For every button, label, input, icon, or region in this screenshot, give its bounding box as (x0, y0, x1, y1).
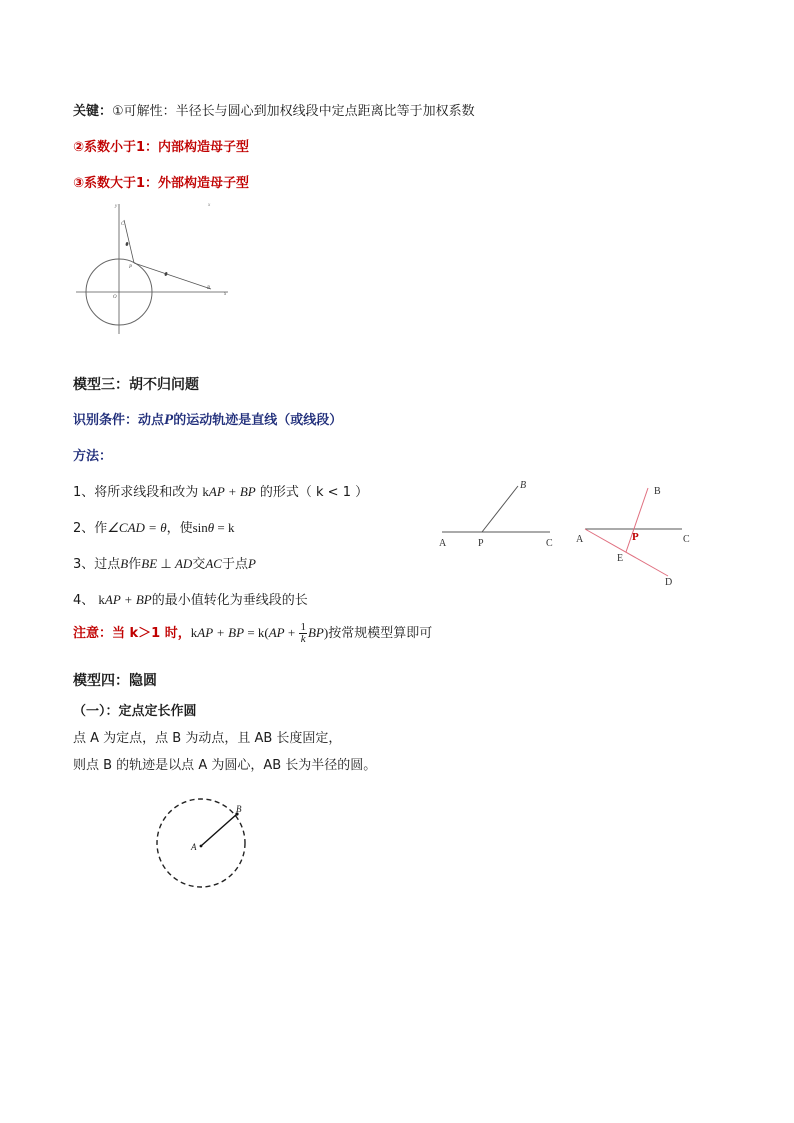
line-ad (585, 529, 668, 576)
step4-expr: AP + BP (104, 592, 152, 607)
label-x: x (224, 292, 227, 297)
step2-angle: ∠CAD = θ (107, 520, 167, 535)
fixed-radius-circle-figure (150, 792, 254, 896)
label-c: C (683, 534, 690, 545)
hubugui-figure-right (570, 478, 705, 590)
key-item-3: ③系数大于1：外部构造母子型 (73, 176, 250, 191)
step3-mid3: 于点 (221, 557, 248, 572)
dashed-circle (157, 799, 245, 887)
label-d: D (665, 577, 673, 588)
note-close: ) (323, 625, 329, 640)
segment-pc (124, 220, 134, 263)
step1-k: k (202, 484, 209, 499)
step3-p: P (247, 556, 256, 571)
step-1 (73, 481, 368, 500)
note-eq: = k( (244, 625, 269, 640)
note-plus: + (284, 625, 299, 640)
label-o: O (113, 295, 117, 300)
step3-be: BE (141, 556, 158, 571)
label-b: B (207, 286, 211, 291)
note-ap: AP (268, 625, 285, 640)
note-lhs-k: k (190, 625, 198, 640)
note-suffix: 按常规模型算即可 (328, 626, 433, 641)
step1-prefix: 1、将所求线段和改为 (73, 485, 199, 500)
key-item-2: ②系数小于1：内部构造母子型 (73, 140, 250, 155)
condition-suffix: 的运动轨迹是直线（或线段） (173, 413, 343, 428)
step2-eq: = k (214, 520, 235, 535)
model3-title: 模型三：胡不归问题 (73, 377, 199, 393)
model4-subtitle: （一）：定点定长作圆 (73, 704, 197, 719)
step1-expr: AP + BP (208, 484, 256, 499)
segment-pb (482, 486, 518, 532)
step1-suffix: 的形式（ k < 1 ） (259, 485, 369, 500)
condition-prefix: 识别条件：动点 (73, 413, 165, 428)
label-a: A (191, 842, 197, 852)
step2-prefix: 2、作 (73, 521, 108, 536)
step3-mid1: 作 (128, 557, 142, 572)
step-3 (73, 553, 256, 572)
label-p: P (129, 265, 133, 270)
step2-theta: θ (207, 520, 215, 535)
label-corner: x (208, 203, 211, 208)
label-a: A (439, 538, 447, 549)
radius-ab (201, 814, 237, 846)
label-b: B (236, 804, 242, 814)
step-4 (73, 589, 308, 608)
key-line (73, 100, 475, 119)
model4-desc-1: 点 A 为定点，点 B 为动点，且 AB 长度固定， (73, 731, 342, 746)
label-b: B (654, 486, 661, 497)
step3-ac: AC (205, 556, 222, 571)
label-b: B (520, 480, 527, 491)
segment-pb (134, 263, 211, 289)
label-y: y (115, 204, 118, 209)
tick-mark-pc (125, 242, 129, 247)
model4-desc-2: 则点 B 的轨迹是以点 A 为圆心，AB 长为半径的圆。 (73, 758, 377, 773)
step4-suffix: 的最小值转化为垂线段的长 (151, 593, 308, 608)
label-a: A (576, 534, 584, 545)
label-c: C (546, 538, 553, 549)
label-e: E (617, 553, 624, 564)
note-label: 注意：当 k＞1 时， (73, 626, 191, 641)
step-2 (73, 517, 235, 536)
label-p: P (478, 538, 484, 549)
model4-title: 模型四：隐圆 (73, 673, 157, 689)
point-a (200, 845, 203, 848)
label-p: P (632, 531, 639, 543)
step3-b: B (120, 556, 129, 571)
circle-axes-figure (70, 198, 240, 338)
step3-perp: ⊥ (157, 556, 175, 571)
note-bp: BP (307, 625, 324, 640)
key-text: ①可解性：半径长与圆心到加权线段中定点距离比等于加权系数 (112, 104, 475, 119)
step4-prefix: 4、 (73, 593, 95, 608)
step4-k: k (98, 592, 105, 607)
step3-mid2: 交 (192, 557, 206, 572)
model3-method: 方法： (73, 449, 113, 464)
step2-sin: sin (192, 520, 208, 535)
condition-var: P (164, 412, 174, 428)
note-line (73, 622, 432, 645)
step3-ad: AD (174, 556, 193, 571)
step3-prefix: 3、过点 (73, 557, 121, 572)
fraction-denominator: k (300, 633, 306, 645)
label-c: C (121, 222, 125, 227)
tick-mark-pb (164, 272, 168, 277)
fraction-numerator: 1 (300, 621, 306, 633)
step2-mid: ，使 (166, 521, 193, 536)
model3-condition (73, 409, 342, 429)
key-label: 关键： (73, 104, 113, 119)
note-fraction (299, 622, 307, 645)
hubugui-figure-left (432, 474, 562, 554)
note-lhs: AP + BP (197, 625, 245, 640)
